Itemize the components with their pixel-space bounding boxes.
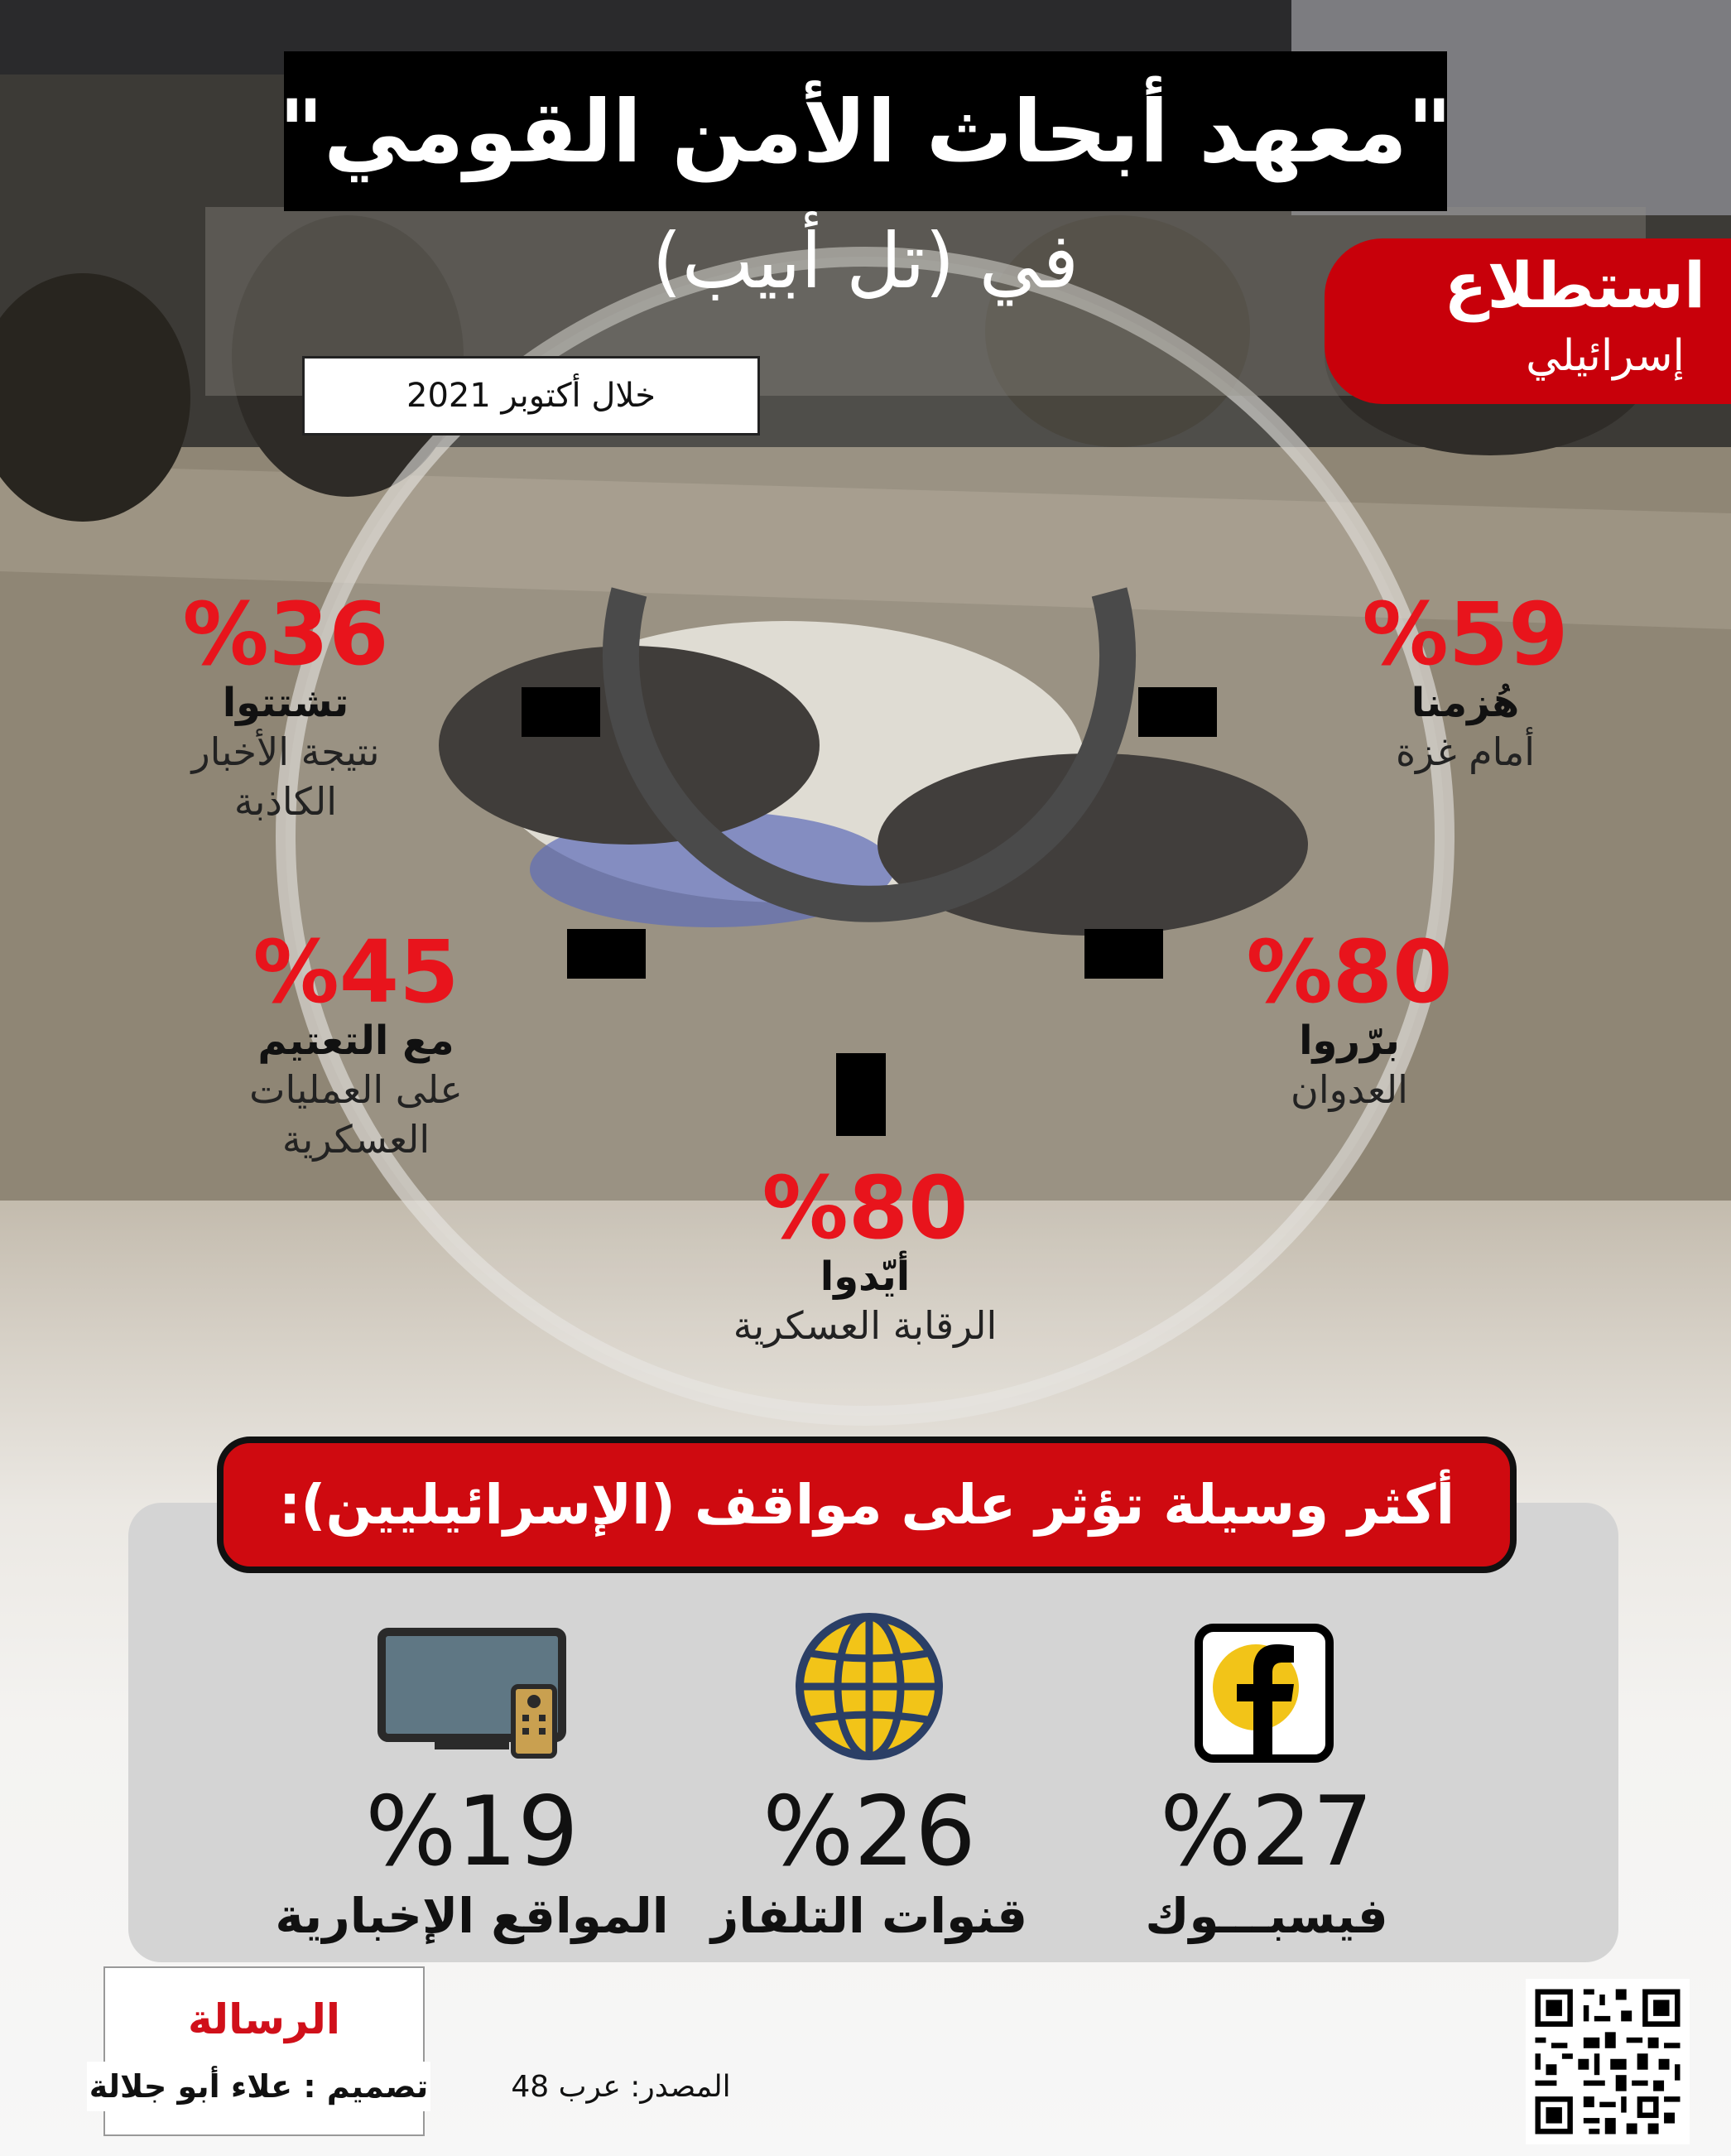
stat-45 [199, 922, 513, 1164]
stat-value: %59 [1362, 584, 1569, 685]
tv-icon [377, 1627, 567, 1759]
stat-desc: العسكرية [281, 1116, 430, 1162]
gauge-marker [1138, 687, 1217, 737]
gauge-marker [567, 929, 646, 979]
qr-code[interactable] [1526, 1979, 1690, 2144]
stat-label: تشتتوا [222, 680, 349, 727]
stat-label: هُزمنا [1411, 680, 1520, 727]
gauge-marker [522, 687, 600, 737]
page-subtitle: في (تل أبيب) [652, 217, 1079, 306]
media-label-facebook: فيسبـــوك [1145, 1888, 1388, 1944]
logo: الرسالة [187, 1995, 341, 2043]
stat-label: مع التعتيم [257, 1018, 454, 1065]
stat-desc: أمام غزة [1395, 729, 1536, 774]
stat-80-supported [679, 1157, 1051, 1351]
globe-icon [793, 1610, 946, 1764]
stat-value: %80 [762, 1157, 969, 1258]
media-label-news-sites: المواقع الإخبارية [275, 1888, 669, 1944]
stat-59 [1341, 584, 1589, 777]
gauge-ring [513, 546, 1225, 1143]
badge-subtitle: إسرائيلي [1526, 331, 1685, 381]
gauge-marker [836, 1053, 886, 1136]
media-value-facebook: %27 [1160, 1776, 1373, 1888]
facebook-icon [1194, 1623, 1334, 1764]
date-label: خلال أكتوبر 2021 [302, 356, 760, 436]
stat-desc: العدوان [1291, 1066, 1408, 1112]
page-title: "معهد أبحاث الأمن القومي" [278, 80, 1453, 182]
stat-desc: الرقابة العسكرية [733, 1302, 998, 1348]
source-credit: المصدر: عرب 48 [511, 2070, 731, 2104]
stat-desc: نتيجة الأخبار [191, 729, 380, 774]
gauge-marker [1084, 929, 1163, 979]
badge-title: استطلاع [1444, 248, 1705, 322]
title-box [278, 51, 1453, 211]
media-value-tv-channels: %26 [762, 1776, 976, 1888]
stat-value: %80 [1246, 922, 1453, 1023]
media-label-tv-channels: قنوات التلفاز [710, 1888, 1028, 1944]
media-heading: أكثر وسيلة تؤثر على مواقف (الإسرائيليين): [217, 1437, 1517, 1573]
stat-desc: الكاذبة [233, 778, 338, 824]
stat-80-justified [1225, 922, 1474, 1115]
media-value-news-sites: %19 [365, 1776, 579, 1888]
stat-label: أيّدوا [820, 1254, 911, 1301]
stat-label: برّروا [1299, 1018, 1400, 1065]
designer-credit: تصميم : علاء أبو جلالة [87, 2062, 430, 2111]
stat-36 [149, 584, 422, 826]
stat-desc: على العمليات [249, 1066, 463, 1112]
stat-value: %36 [182, 584, 389, 685]
stat-value: %45 [252, 922, 459, 1023]
